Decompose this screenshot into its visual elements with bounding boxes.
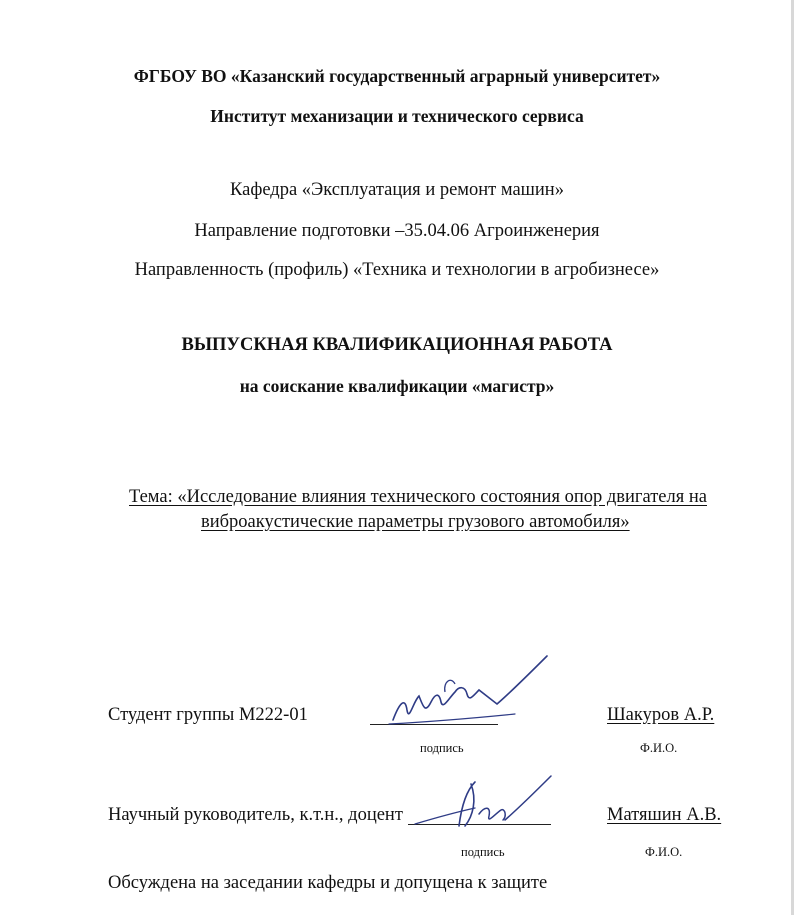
- university-name: ФГБОУ ВО «Казанский государственный аграрный университет»: [133, 66, 661, 86]
- student-label: Студент группы М222-01: [108, 705, 308, 725]
- supervisor-signature-image: [405, 770, 565, 840]
- work-subtitle: на соискание квалификации «магистр»: [239, 376, 555, 396]
- student-signature-image: [385, 652, 560, 732]
- supervisor-signature-caption: подпись: [461, 845, 505, 859]
- topic-line-1: Тема: «Исследование влияния технического состояния опор двигателя на: [129, 487, 707, 507]
- profile-line: Направленность (профиль) «Техника и технологии в агробизнесе»: [134, 260, 660, 280]
- direction-line: Направление подготовки –35.04.06 Агроинженерия: [194, 221, 600, 241]
- defense-text: Обсуждена на заседании кафедры и допущена к защите: [108, 873, 548, 893]
- student-signature-caption: подпись: [420, 741, 464, 755]
- student-name-caption: Ф.И.О.: [640, 741, 678, 755]
- supervisor-label: Научный руководитель, к.т.н., доцент: [108, 805, 403, 825]
- institute-name: Институт механизации и технического сервиса: [210, 106, 584, 126]
- work-title: ВЫПУСКНАЯ КВАЛИФИКАЦИОННАЯ РАБОТА: [181, 335, 613, 355]
- supervisor-name: Матяшин А.В.: [607, 805, 722, 825]
- chair-name: Кафедра «Эксплуатация и ремонт машин»: [230, 180, 564, 200]
- student-name: Шакуров А.Р.: [607, 705, 715, 725]
- supervisor-name-caption: Ф.И.О.: [645, 845, 683, 859]
- topic-line-2: виброакустические параметры грузового автомобиля»: [201, 512, 630, 532]
